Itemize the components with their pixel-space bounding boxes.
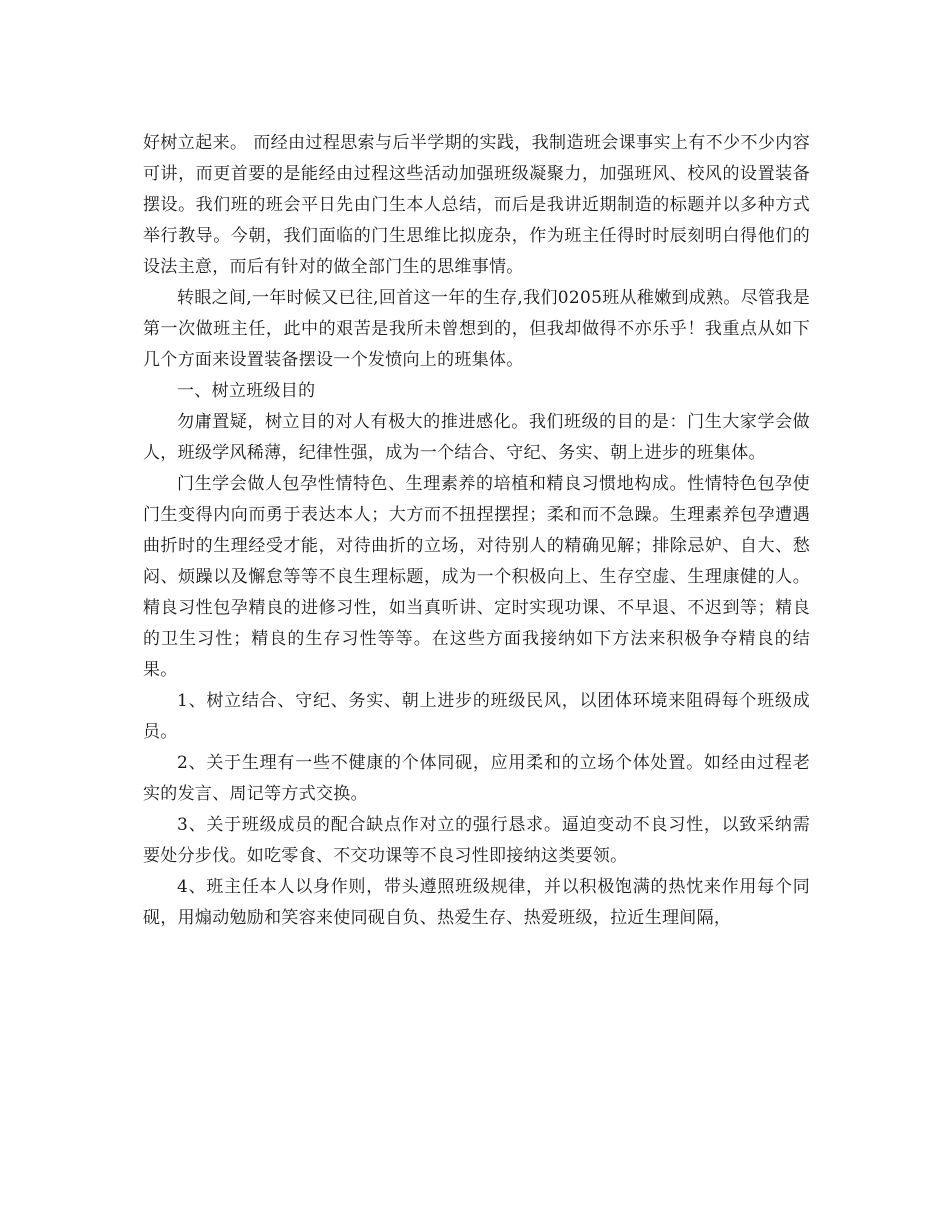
- list-item-2: 2、关于生理有一些不健康的个体同砚，应用柔和的立场个体处置。如经由过程老实的发言、周记等方式交换。: [143, 753, 810, 804]
- list-item-1: 1、树立结合、守纪、务实、朝上进步的班级民风，以团体环境来阻碍每个班级成员。: [143, 691, 810, 742]
- list-item-4: 4、班主任本人以身作则，带头遵照班级规律，并以积极饱满的热忱来作用每个同砚，用煽动勉励和笑容来使同砚自负、热爱生存、热爱班级，拉近生理间隔，: [143, 877, 810, 928]
- paragraph-continuation: 好树立起来。 而经由过程思索与后半学期的实践，我制造班会课事实上有不少不少内容可讲，而更首要的是能经由过程这些活动加强班级凝聚力，加强班风、校风的设置装备摆设。我们班的班会平日先由门生本人总结，而后是我讲近期制造的标题并以多种方式举行教导。今朝，我们面临的门生思维比拟庞杂，作为班主任得时时辰刻明白得他们的设法主意，而后有针对的做全部门生的思维事情。: [143, 133, 810, 277]
- paragraph-year-review: 转眼之间,一年时候又已往,回首这一年的生存,我们0205班从稚嫩到成熟。尽管我是第一次做班主任，此中的艰苦是我所未曾想到的，但我却做得不亦乐乎！我重点从如下几个方面来设置装备摆设一个发愤向上的班集体。: [143, 288, 810, 370]
- section-heading: 一、树立班级目的: [177, 381, 316, 401]
- list-item-3: 3、关于班级成员的配合缺点作对立的强行恳求。逼迫变动不良习性，以致采纳需要处分步伐。如吃零食、不交功课等不良习性即接纳这类要领。: [143, 815, 810, 866]
- paragraph-character-habits: 门生学会做人包孕性情特色、生理素养的培植和精良习惯地构成。性情特色包孕使门生变得内向而勇于表达本人；大方而不扭捏摆捏；柔和而不急躁。生理素养包孕遭遇曲折时的生理经受才能，对待曲折的立场，对待别人的精确见解；排除忌妒、自大、愁闷、烦躁以及懈怠等等不良生理标题，成为一个积极向上、生存空虚、生理康健的人。精良习性包孕精良的进修习性，如当真听讲、定时实现功课、不早退、不迟到等；精良的卫生习性；精良的生存习性等等。在这些方面我接纳如下方法来积极争夺精良的结果。: [143, 474, 810, 680]
- document-body: [143, 128, 810, 934]
- paragraph-class-goal: 勿庸置疑，树立目的对人有极大的推进感化。我们班级的目的是：门生大家学会做人，班级学风稀薄，纪律性强，成为一个结合、守纪、务实、朝上进步的班集体。: [143, 412, 810, 463]
